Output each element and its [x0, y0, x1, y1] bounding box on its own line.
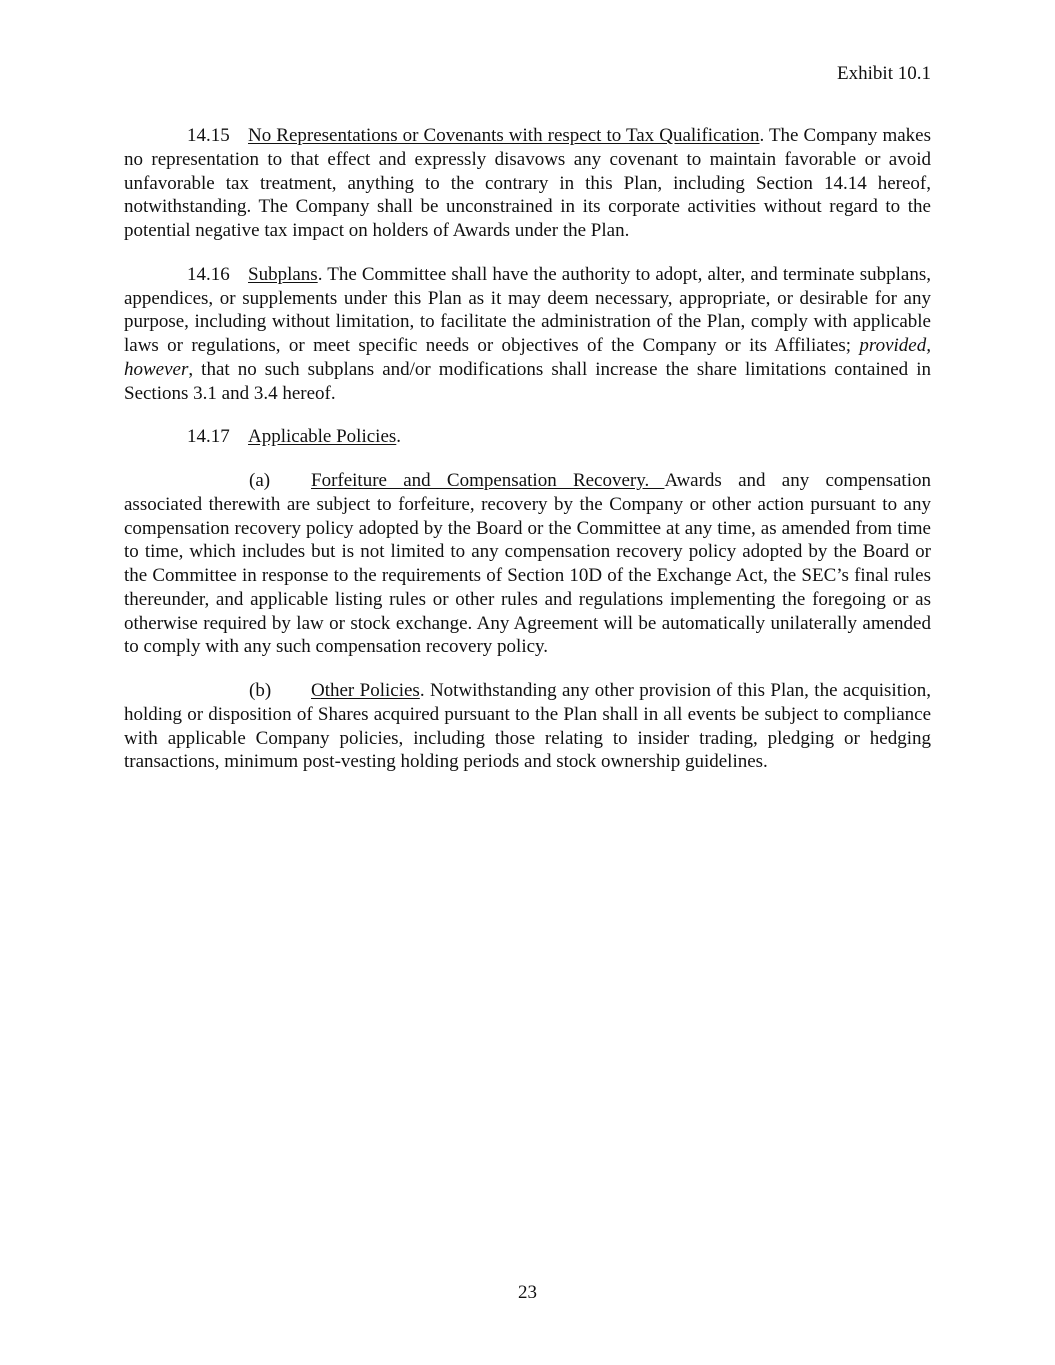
document-body [124, 124, 931, 794]
section-heading: Subplans [248, 263, 318, 285]
section-text-italic: provided, however [124, 335, 931, 380]
section-number: 14.16 [187, 263, 230, 285]
subsection-text: . Notwithstanding any other provision of this Plan, the acquisition, holding or disposition of Shares acquired pursuant to the Plan shall in all events be subject to compliance with applicable Company policies, including those relating to insider trading, pledging or hedging transactions, minimum post-vesting holding periods and stock ownership guidelines. [124, 680, 931, 773]
section-heading: No Representations or Covenants with respect to Tax Qualification [248, 125, 760, 146]
subsection-b [124, 679, 931, 774]
section-text: . The Company makes no representation to that effect and expressly disavows any covenant to maintain favorable or avoid unfavorable tax treatment, anything to the contrary in this Plan, including Section 14.14 hereof, notwithstanding. The Company shall be unconstrained in its corporate activities without regard to the potential negative tax impact on holders of Awards under the Plan. [124, 125, 931, 241]
subsection-label: (b) [249, 680, 272, 701]
section-number: 14.15 [187, 125, 230, 146]
section-14-16 [124, 263, 931, 406]
subsection-heading: Forfeiture and Compensation Recovery. [311, 470, 665, 491]
subsection-heading: Other Policies [311, 680, 420, 701]
page-number: 23 [518, 1282, 537, 1303]
exhibit-label: Exhibit 10.1 [837, 63, 931, 84]
section-14-15 [124, 124, 931, 243]
section-text: , that no such subplans and/or modifications shall increase the share limitations contained in Sections 3.1 and 3.4 hereof. [124, 358, 931, 404]
section-text: . The Committee shall have the authority to adopt, alter, and terminate subplans, appendices, or supplements under this Plan as it may deem necessary, appropriate, or desirable for any purpose, including without limitation, to facilitate the administration of the Plan, comply with applicable laws or regulations, or meet specific needs or objectives of the Company or its Affiliates; [124, 263, 931, 356]
subsection-a [124, 469, 931, 659]
section-number: 14.17 [187, 426, 230, 448]
subsection-label: (a) [249, 470, 271, 491]
subsection-text: Awards and any compensation associated therewith are subject to forfeiture, recovery by the Company or other action pursuant to any compensation recovery policy adopted by the Board or the Committee at any time, as amended from time to time, which includes but is not limited to any compensation recovery policy adopted by the Board or the Committee in response to the requirements of Section 10D of the Exchange Act, the SEC’s final rules thereunder, and applicable listing rules or other rules and regulations implementing the foregoing or as otherwise required by law or stock exchange. Any Agreement will be automatically unilaterally amended to comply with any such compensation recovery policy. [124, 470, 931, 658]
section-14-17 [124, 425, 931, 449]
section-heading: Applicable Policies [248, 426, 397, 448]
section-heading-suffix: . [396, 426, 402, 448]
